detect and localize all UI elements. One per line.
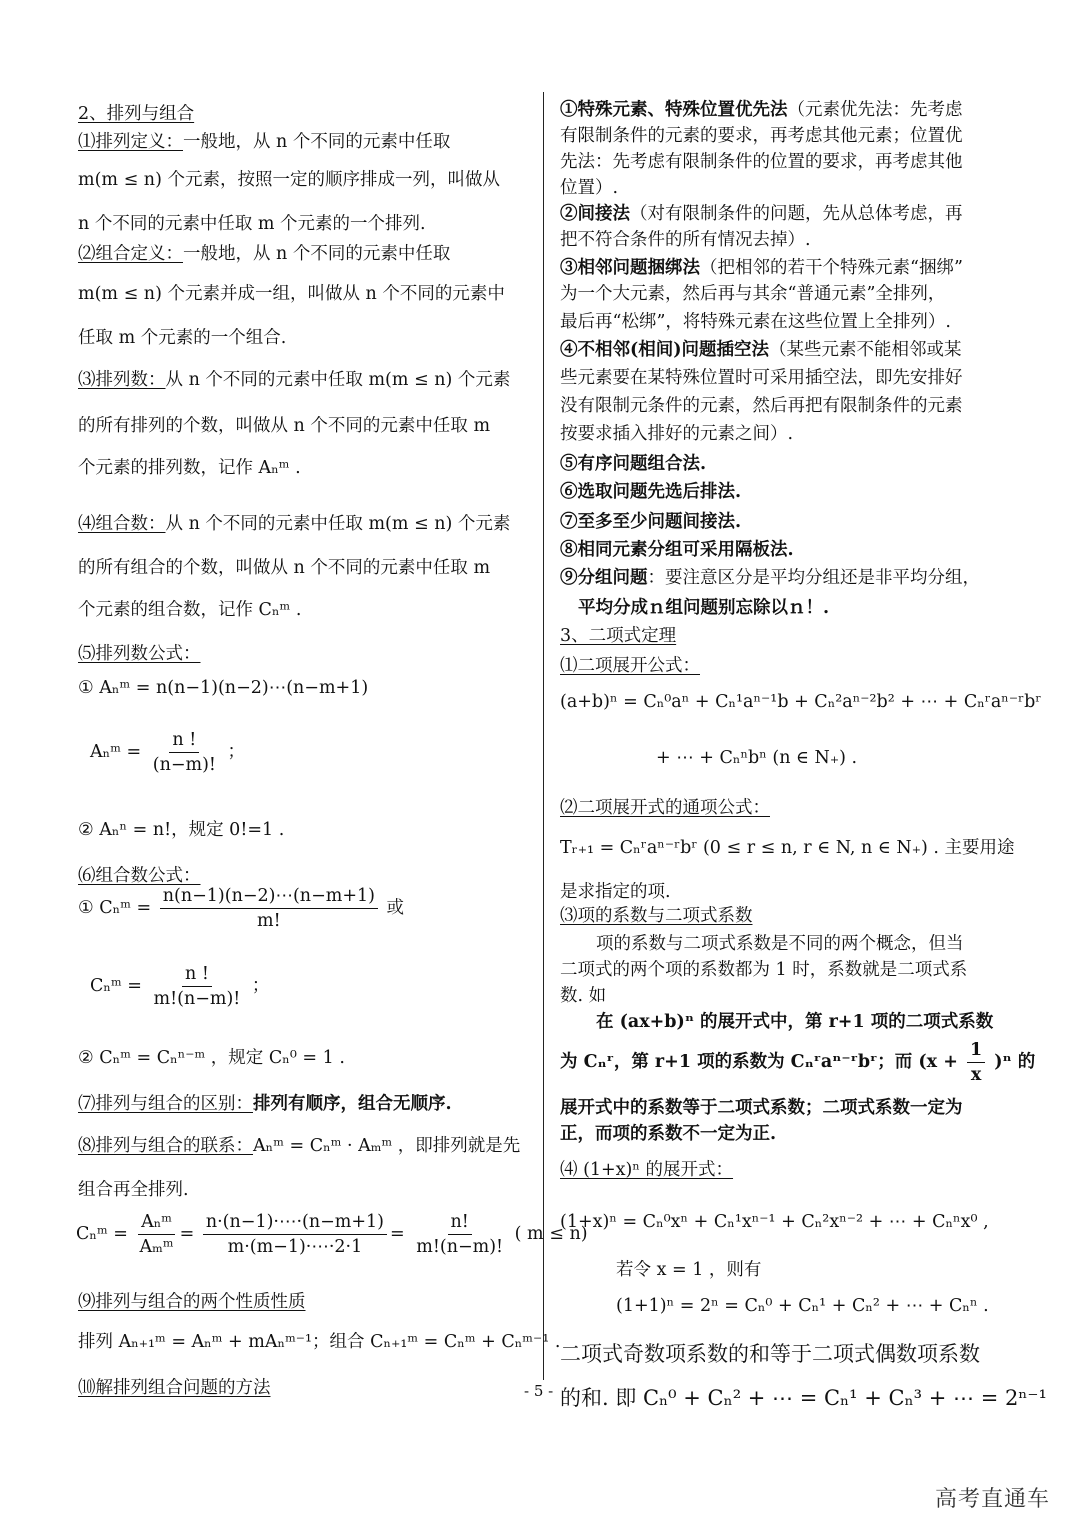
column-divider xyxy=(543,92,544,1380)
relation-statement-line2: 组合再全排列. xyxy=(78,1180,189,1200)
odd-even-statement-line1: 二项式奇数项系数的和等于二项式偶数项系数 xyxy=(560,1342,980,1366)
permutation-number-line3: 个元素的排列数，记作 Aₙᵐ . xyxy=(78,458,301,478)
combination-formula-1: ① Cₙᵐ = $\frac{n(n-1)(n-2)\cdots(n-m+1)}{m!}$ 或 xyxy=(78,886,405,931)
method-4-line3: 没有限制元条件的元素，然后再把有限制条件的元素 xyxy=(560,396,963,416)
binomial-expansion-formula: (a+b)ⁿ = Cₙ⁰aⁿ + Cₙ¹aⁿ⁻¹b + Cₙ²aⁿ⁻²b² + ⋯ + Cₙʳaⁿ⁻ʳbʳ xyxy=(560,692,1042,712)
method-4-line4: 按要求插入排好的元素之间）. xyxy=(560,424,794,444)
method-5: ⑤有序问题组合法. xyxy=(560,454,707,474)
permutation-definition-line2: m(m ≤ n) 个元素，按照一定的顺序排成一列，叫做从 xyxy=(78,170,500,190)
method-1-line4: 位置）. xyxy=(560,178,619,198)
permutation-formula-2: Aₙᵐ = $\frac{n !}{(n-m)!}$ ； xyxy=(90,730,246,775)
method-4-line2: 些元素要在某特殊位置时可采用插空法，即先安排好 xyxy=(560,368,963,388)
difference-statement: ⑺排列与组合的区别：排列有顺序，组合无顺序. xyxy=(78,1094,452,1114)
method-4: ④不相邻(相间)问题插空法（某些元素不能相邻或某 xyxy=(560,340,962,360)
general-term-title: ⑵二项展开式的通项公式： xyxy=(560,798,770,818)
method-9-line2: 平均分成ｎ组问题别忘除以ｎ！. xyxy=(578,598,830,618)
method-7: ⑦至多至少问题间接法. xyxy=(560,512,742,532)
method-1: ①特殊元素、特殊位置优先法（元素优先法：先考虑 xyxy=(560,100,963,120)
substitution-line: 若令 x = 1 ，则有 xyxy=(616,1260,762,1280)
coefficient-paragraph-line2: 二项式的两个项的系数都为 1 时，系数就是二项式系 xyxy=(560,960,968,980)
permutation-number-line2: 的所有排列的个数，叫做从 n 个不同的元素中任取 m xyxy=(78,416,491,436)
binomial-expansion-formula-line2: + ⋯ + Cₙⁿbⁿ (n ∈ N₊) . xyxy=(656,748,858,768)
fraction: $\frac{1}{x}$ xyxy=(967,1040,985,1085)
fraction: Aₙᵐ Aₘᵐ xyxy=(139,1212,174,1257)
method-2: ②间接法（对有限制条件的问题，先从总体考虑，再 xyxy=(560,204,963,224)
coefficient-paragraph-line3: 数. 如 xyxy=(560,986,607,1006)
coefficient-example-line2: 为 Cₙʳ，第 r+1 项的系数为 Cₙʳaⁿ⁻ʳbʳ；而 (x + $\frac{1}{x}$ )ⁿ 的 xyxy=(560,1040,1036,1085)
combination-number: ⑷组合数：从 n 个不同的元素中任取 m(m ≤ n) 个元素 xyxy=(78,514,511,534)
general-term-note: 是求指定的项. xyxy=(560,882,671,902)
coefficient-paragraph-line1: 项的系数与二项式系数是不同的两个概念，但当 xyxy=(596,934,964,954)
coefficient-example-line3: 展开式中的系数等于二项式系数；二项式系数一定为 xyxy=(560,1098,963,1118)
method-1-line2: 有限制条件的元素的要求，再考虑其他元素；位置优 xyxy=(560,126,963,146)
method-6: ⑥选取问题先选后排法. xyxy=(560,482,742,502)
method-3: ③相邻问题捆绑法（把相邻的若干个特殊元素“捆绑” xyxy=(560,258,963,278)
fraction: $\frac{n(n-1)(n-2)\cdots(n-m+1)}{m!}$ xyxy=(160,886,378,931)
permutation-definition: ⑴排列定义：一般地，从 n 个不同的元素中任取 xyxy=(78,132,451,152)
method-8: ⑧相同元素分组可采用隔板法. xyxy=(560,540,794,560)
expansion-1-plus-x-formula: (1+x)ⁿ = Cₙ⁰xⁿ + Cₙ¹xⁿ⁻¹ + Cₙ²xⁿ⁻² + ⋯ + Cₙⁿx⁰ , xyxy=(560,1212,989,1232)
combination-definition: ⑵组合定义：一般地，从 n 个不同的元素中任取 xyxy=(78,244,451,264)
fraction: $\frac{n !}{m!(n-m)!}$ xyxy=(153,964,241,1009)
coefficient-title: ⑶项的系数与二项式系数 xyxy=(560,906,753,926)
coefficient-example-line4: 正，而项的系数不一定为正. xyxy=(560,1124,777,1144)
fraction: $\frac{n!}{m!(n-m)!}$ xyxy=(416,1212,504,1257)
method-9: ⑨分组问题：要注意区分是平均分组还是非平均分组， xyxy=(560,568,980,588)
method-1-line3: 先法：先考虑有限制条件的位置的要求，再考虑其他 xyxy=(560,152,963,172)
method-3-line3: 最后再“松绑”，将特殊元素在这些位置上全排列）. xyxy=(560,312,951,332)
page-number: - 5 - xyxy=(524,1382,554,1400)
permutation-formula-title: ⑸排列数公式： xyxy=(78,644,201,664)
methods-title: ⑽解排列组合问题的方法 xyxy=(78,1378,271,1398)
method-3-line2: 为一个大元素，然后再与其余“普通元素”全排列， xyxy=(560,284,946,304)
combination-number-line2: 的所有组合的个数，叫做从 n 个不同的元素中任取 m xyxy=(78,558,491,578)
fraction: $\frac{n\cdot(n-1)\cdot\cdots\cdot(n-m+1)}{m\cdot(m-1)\cdot\cdots\cdot 2\cdot 1}$ xyxy=(203,1212,387,1257)
odd-even-statement-line2: 的和. 即 Cₙ⁰ + Cₙ² + ⋯ = Cₙ¹ + Cₙ³ + ⋯ = 2ⁿ⁻¹ xyxy=(560,1386,1047,1410)
properties-formula: 排列 Aₙ₊₁ᵐ = Aₙᵐ + mAₙᵐ⁻¹；组合 Cₙ₊₁ᵐ = Cₙᵐ + Cₙᵐ⁻¹ . xyxy=(78,1332,561,1352)
permutation-formula-3: ② Aₙⁿ = n!，规定 0!=1 . xyxy=(78,820,285,840)
relation-statement: ⑻排列与组合的联系：Aₙᵐ = Cₙᵐ · Aₘᵐ ，即排列就是先 xyxy=(78,1136,521,1156)
binomial-expansion-title: ⑴二项展开公式： xyxy=(560,656,700,676)
coefficient-example-line1: 在 (ax+b)ⁿ 的展开式中，第 r+1 项的二项式系数 xyxy=(596,1012,994,1032)
combination-formula-3: ② Cₙᵐ = Cₙⁿ⁻ᵐ ，规定 Cₙ⁰ = 1 . xyxy=(78,1048,345,1068)
permutation-formula-1: ① Aₙᵐ = n(n−1)(n−2)⋯(n−m+1) xyxy=(78,678,369,698)
combination-definition-line3: 任取 m 个元素的一个组合. xyxy=(78,328,287,348)
method-2-line2: 把不符合条件的所有情况去掉）. xyxy=(560,230,811,250)
expansion-1-plus-x-title: ⑷ (1+x)ⁿ 的展开式： xyxy=(560,1160,734,1180)
combination-formula-title: ⑹组合数公式： xyxy=(78,866,201,886)
general-term-formula: Tᵣ₊₁ = Cₙʳaⁿ⁻ʳbʳ (0 ≤ r ≤ n, r ∈ N, n ∈ N₊) . 主要用途 xyxy=(560,838,1015,858)
relation-formula: Cₙᵐ = Aₙᵐ Aₘᵐ = $\frac{n\cdot(n-1)\cdot\cdots\cdot(n-m+1)}{m\cdot(m-1)\cdot\cdots\cdot 2\cdot 1}$ = $\frac{n!}{m!(n-m)!}$ ( m ≤ n) xyxy=(76,1212,588,1257)
section-heading-binomial: 3、二项式定理 xyxy=(560,626,677,646)
section-heading-permutation: 2、排列与组合 xyxy=(78,104,195,124)
fraction: $\frac{n !}{(n-m)!}$ xyxy=(152,730,216,775)
sum-formula: (1+1)ⁿ = 2ⁿ = Cₙ⁰ + Cₙ¹ + Cₙ² + ⋯ + Cₙⁿ . xyxy=(616,1296,989,1316)
permutation-definition-line3: n 个不同的元素中任取 m 个元素的一个排列. xyxy=(78,214,426,234)
combination-definition-line2: m(m ≤ n) 个元素并成一组，叫做从 n 个不同的元素中 xyxy=(78,284,505,304)
permutation-number: ⑶排列数：从 n 个不同的元素中任取 m(m ≤ n) 个元素 xyxy=(78,370,511,390)
brand-watermark: 高考直通车 xyxy=(934,1487,1050,1512)
combination-formula-2: Cₙᵐ = $\frac{n !}{m!(n-m)!}$ ； xyxy=(90,964,270,1009)
properties-title: ⑼排列与组合的两个性质性质 xyxy=(78,1292,306,1312)
combination-number-line3: 个元素的组合数，记作 Cₙᵐ . xyxy=(78,600,302,620)
